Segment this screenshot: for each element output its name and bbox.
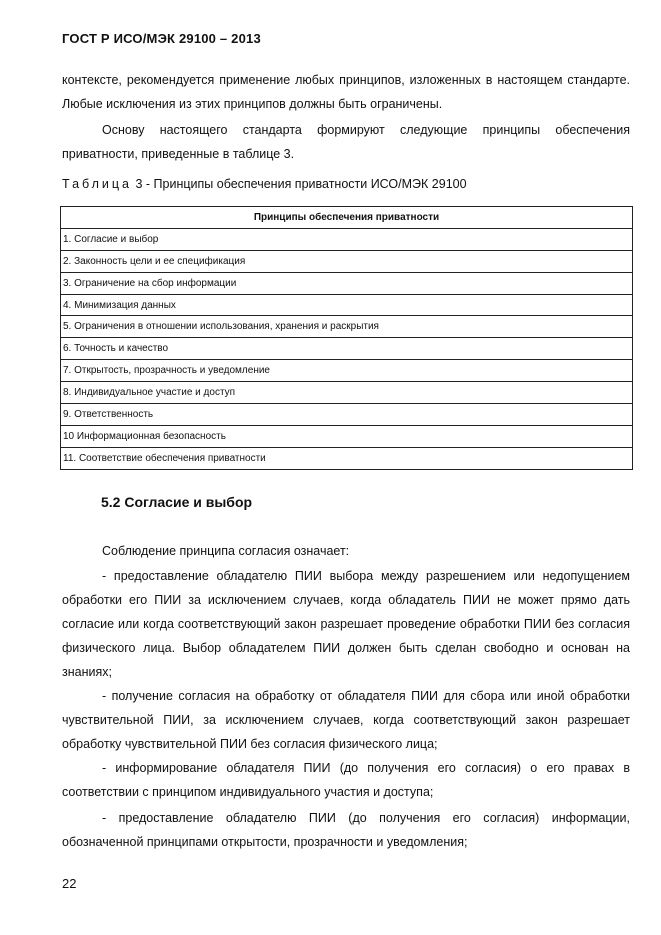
table-row [61,382,633,404]
section-lead-paragraph: Соблюдение принципа согласия означает: [102,544,350,558]
table-row [61,360,633,382]
list-item: - предоставление обладателю ПИИ (до получения его согласия) информации, обозначенной принципами открытости, прозрачности и уведомления; [62,811,630,849]
list-item: - информирование обладателя ПИИ (до получения его согласия) о его правах в соответствии с принципом индивидуального участия и доступа; [62,761,630,799]
table-row [61,250,633,272]
table-cell: 5. Ограничения в отношении использования, хранения и раскрытия [61,316,633,338]
table-row [61,272,633,294]
list-item: - получение согласия на обработку от обладателя ПИИ для сбора или иной обработки чувствительной ПИИ, за исключением случаев, когда соответствующий закон разрешает обработку чувствительной ПИИ без согласия физического лица; [62,689,630,751]
table-row [61,228,633,250]
table-cell: 10 Информационная безопасность [61,425,633,447]
table-cell: 6. Точность и качество [61,338,633,360]
privacy-principles-table [60,206,633,470]
list-item: - предоставление обладателю ПИИ выбора между разрешением или недопущением обработки его ПИИ за исключением случаев, когда обладатель ПИИ не может прямо дать согласие или когда соответствующий закон разрешает проведение обработки ПИИ без согласия физического лица. Выбор обладателем ПИИ должен быть сделан свободно и основан на знаниях; [62,569,630,679]
page-number: 22 [62,876,77,891]
table-cell: 4. Минимизация данных [61,294,633,316]
table-caption-text: 3 - Принципы обеспечения приватности ИСО/МЭК 29100 [132,177,467,191]
table-row [61,338,633,360]
table-row [61,447,633,469]
table-cell: 1. Согласие и выбор [61,228,633,250]
document-header: ГОСТ Р ИСО/МЭК 29100 – 2013 [62,31,261,46]
table-cell: 2. Законность цели и ее спецификация [61,250,633,272]
table-caption-word: Таблица [62,177,133,191]
section-heading: 5.2 Согласие и выбор [101,494,253,510]
table-row [61,404,633,426]
table-row [61,294,633,316]
table-header-row [61,207,633,229]
table-caption [62,177,467,191]
intro-paragraph-principles: Основу настоящего стандарта формируют следующие принципы обеспечения приватности, приведенные в таблице 3. [62,123,630,161]
intro-paragraph-continuation: контексте, рекомендуется применение любых принципов, изложенных в настоящем стандарте. Любые исключения из этих принципов должны быть ограничены. [62,73,630,111]
table-cell: 9. Ответственность [61,404,633,426]
table-row [61,425,633,447]
table-cell: 8. Индивидуальное участие и доступ [61,382,633,404]
table-header-cell: Принципы обеспечения приватности [61,207,633,229]
table-row [61,316,633,338]
table-cell: 7. Открытость, прозрачность и уведомление [61,360,633,382]
table-cell: 3. Ограничение на сбор информации [61,272,633,294]
table-cell: 11. Соответствие обеспечения приватности [61,447,633,469]
